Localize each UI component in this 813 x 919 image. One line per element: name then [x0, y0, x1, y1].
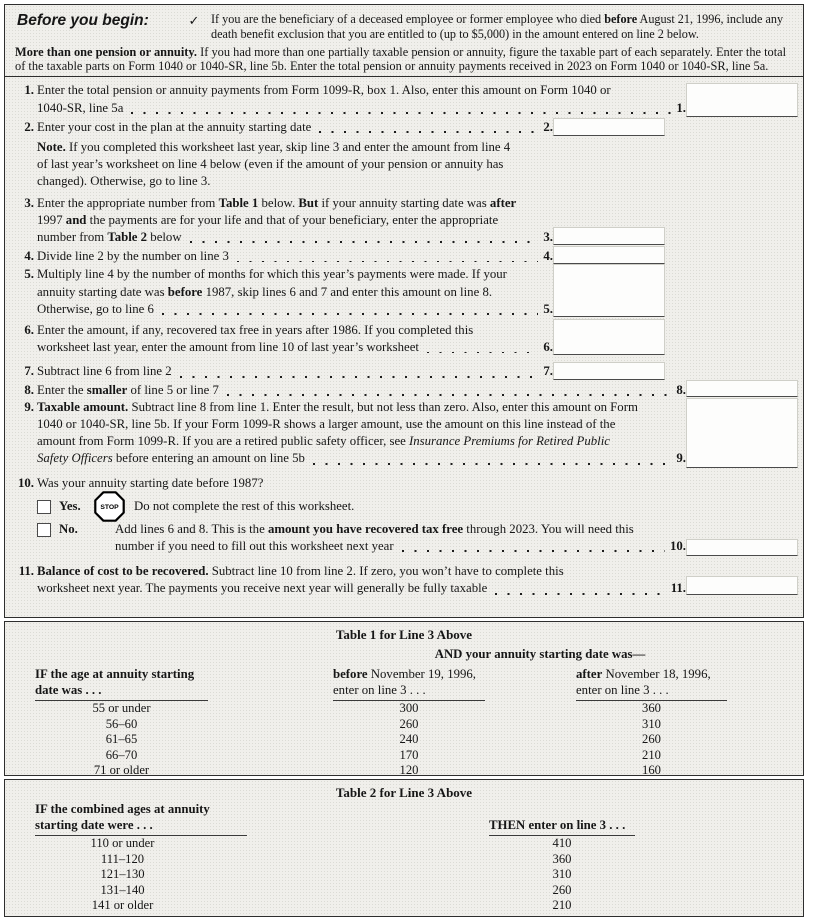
line-number: 4. — [24, 249, 34, 264]
line-8-amount-label: 8. — [676, 382, 686, 397]
table2-panel — [4, 779, 804, 917]
dot-leader — [190, 241, 539, 243]
worksheet-line-2 — [17, 119, 793, 136]
line-3-text: Enter the appropriate number from Table 1 below. But if your annuity starting date was after — [37, 195, 517, 210]
line-6-text: worksheet last year, enter the amount from line 10 of last year’s worksheet — [37, 340, 419, 355]
worksheet-line-1 — [17, 82, 793, 116]
no-label: No. — [59, 521, 78, 536]
worksheet-line-10 — [17, 475, 793, 556]
checkmark-icon: ✓ — [188, 13, 200, 28]
combined-ages-cell: 121–130 — [100, 867, 145, 882]
dot-leader — [427, 352, 538, 354]
line-number: 8. — [24, 382, 34, 397]
line-5-text: Otherwise, go to line 6 — [37, 301, 154, 316]
line-11-entry-field[interactable] — [686, 576, 798, 595]
table1-col2-header: before November 19, 1996, enter on line 3 . . . — [333, 667, 485, 701]
dot-leader — [237, 261, 538, 263]
before-value-cell: 240 — [399, 732, 419, 747]
line-10-text: number if you need to fill out this worksheet next year — [115, 539, 394, 554]
line-9-text: amount from Form 1099-R. If you are a retired public safety officer, see Insurance Premiums for Retired Public — [37, 434, 610, 449]
line-10-entry-field[interactable] — [686, 539, 798, 556]
combined-ages-cell: 110 or under — [90, 836, 155, 850]
line-7-text: Subtract line 6 from line 2 — [37, 364, 172, 379]
line3-value-cell: 210 — [552, 898, 572, 913]
line-11-text: Balance of cost to be recovered. Subtract line 10 from line 2. If zero, you won’t have to complete this — [37, 564, 564, 579]
table2-row — [5, 883, 803, 899]
line-5-entry-field[interactable] — [553, 264, 665, 317]
line3-value-cell: 410 — [552, 836, 572, 850]
before-you-begin-label: Before you begin: — [17, 12, 149, 29]
line-number: 1. — [24, 83, 34, 98]
yes-label: Yes. — [59, 499, 81, 514]
svg-text:STOP: STOP — [100, 504, 119, 512]
line-number: 9. — [24, 399, 34, 414]
dot-leader — [313, 463, 671, 465]
worksheet-line-9 — [17, 399, 793, 468]
stop-icon — [93, 490, 126, 523]
line-number: 7. — [24, 364, 34, 379]
after-value-cell: 210 — [642, 747, 661, 762]
table2-row — [5, 898, 803, 914]
line-6-entry-field[interactable] — [553, 319, 665, 355]
age-cell: 56–60 — [105, 716, 138, 731]
yes-instruction: Do not complete the rest of this worksheet. — [134, 499, 355, 514]
table1-row — [5, 763, 803, 779]
before-value-cell: 120 — [399, 763, 419, 778]
worksheet-line-5 — [17, 266, 793, 318]
line-2-amount-label: 2. — [543, 119, 553, 134]
dot-leader — [319, 131, 538, 133]
dot-leader — [402, 550, 665, 552]
table1-row — [5, 748, 803, 764]
table1-panel — [4, 621, 804, 776]
yes-checkbox[interactable] — [37, 500, 51, 514]
age-cell: 55 or under — [92, 701, 151, 715]
line3-value-cell: 260 — [552, 882, 572, 897]
table1-row — [5, 717, 803, 733]
line-9-entry-field[interactable] — [686, 398, 798, 468]
line-11-amount-label: 11. — [670, 581, 686, 596]
line-1-text: 1040-SR, line 5a — [37, 100, 124, 115]
table2-row — [5, 867, 803, 883]
combined-ages-cell: 141 or older — [91, 898, 154, 913]
table2-row — [5, 836, 803, 852]
line-7-entry-field[interactable] — [553, 362, 665, 380]
after-value-cell: 260 — [642, 732, 661, 747]
table1-headers — [5, 663, 803, 701]
line-7-amount-label: 7. — [543, 364, 553, 379]
dot-leader — [227, 394, 671, 396]
line-4-text: Divide line 2 by the number on line 3 — [37, 249, 229, 264]
section-divider — [5, 76, 803, 77]
line-4-entry-field[interactable] — [553, 246, 665, 264]
after-value-cell: 160 — [642, 763, 661, 778]
line-8-entry-field[interactable] — [686, 380, 798, 397]
line-3-text: 1997 and the payments are for your life and that of your beneficiary, enter the appropriate — [37, 212, 499, 227]
line-3-amount-label: 3. — [543, 230, 553, 245]
table1-title: Table 1 for Line 3 Above — [335, 627, 473, 642]
no-checkbox[interactable] — [37, 523, 51, 537]
line-number: 3. — [24, 195, 34, 210]
line-9-text: Safety Officers before entering an amount on line 5b — [37, 451, 305, 466]
age-cell: 66–70 — [105, 747, 138, 762]
line-number: 10. — [18, 475, 34, 490]
worksheet-line-4 — [17, 248, 793, 265]
worksheet-line-6 — [17, 322, 793, 356]
line-2-text: Enter your cost in the plan at the annuity starting date — [37, 119, 312, 134]
table1-col1-header: IF the age at annuity starting date was . . . — [35, 667, 208, 701]
line-1-text: Enter the total pension or annuity payments from Form 1099-R, box 1. Also, enter this amount on Form 1040 or — [37, 83, 611, 98]
before-you-begin-section — [5, 5, 803, 42]
age-cell: 61–65 — [105, 732, 138, 747]
line-10-no-row — [37, 521, 686, 555]
dot-leader — [131, 112, 671, 114]
line3-value-cell: 360 — [552, 851, 572, 866]
line-1-amount-label: 1. — [676, 100, 686, 115]
line-number: 5. — [24, 267, 34, 282]
line-3-entry-field[interactable] — [553, 227, 665, 245]
before-value-cell: 260 — [399, 716, 419, 731]
worksheet-line-11 — [17, 563, 793, 597]
table2-col1-header: IF the combined ages at annuity starting date were . . . — [35, 802, 247, 836]
line-number: 2. — [24, 119, 34, 134]
before-value-cell: 300 — [399, 701, 419, 715]
after-value-cell: 360 — [642, 701, 661, 715]
line-10-text: Add lines 6 and 8. This is the amount you have recovered tax free through 2023. You will need this — [115, 521, 634, 536]
dot-leader — [162, 313, 538, 315]
note-block — [37, 139, 803, 191]
line-6-text: Enter the amount, if any, recovered tax free in years after 1986. If you completed this — [37, 323, 474, 338]
line-10-yes-row — [37, 493, 793, 521]
before-value-cell: 170 — [399, 747, 419, 762]
line-5-amount-label: 5. — [543, 301, 553, 316]
table1-and-header: AND your annuity starting date was— — [434, 647, 646, 661]
line-10-amount-label: 10. — [670, 539, 686, 554]
line-number: 11. — [18, 564, 34, 579]
line-8-text: Enter the smaller of line 5 or line 7 — [37, 382, 219, 397]
line-10-question: Was your annuity starting date before 1987? — [37, 475, 264, 490]
line-2-entry-field[interactable] — [553, 118, 665, 136]
table2-row — [5, 852, 803, 868]
combined-ages-cell: 111–120 — [100, 851, 145, 866]
worksheet-line-7 — [17, 363, 793, 380]
line-number: 6. — [24, 323, 34, 338]
worksheet-line-8 — [17, 382, 793, 399]
before-you-begin-text: If you are the beneficiary of a deceased employee or former employee who died before August 21, 1996, include any death benefit exclusion that you are entitled to (up to $5,000) in the amount entered on line 2 below. — [211, 12, 784, 41]
line-3-text: number from Table 2 below — [37, 230, 182, 245]
combined-ages-cell: 131–140 — [100, 882, 145, 897]
line-1-entry-field[interactable] — [686, 83, 798, 117]
table1-col3-header: after November 18, 1996, enter on line 3 . . . — [576, 667, 727, 701]
line-6-amount-label: 6. — [543, 340, 553, 355]
table2-headers — [5, 803, 803, 836]
table1-row — [5, 701, 803, 717]
main-worksheet-panel — [4, 4, 804, 618]
line-9-amount-label: 9. — [676, 451, 686, 466]
table2-title: Table 2 for Line 3 Above — [335, 785, 473, 800]
line-11-text: worksheet next year. The payments you receive next year will generally be fully taxable — [37, 581, 488, 596]
line-4-amount-label: 4. — [543, 249, 553, 264]
line-5-text: Multiply line 4 by the number of months for which this year’s payments were made. If your — [37, 267, 507, 282]
worksheet-line-3 — [17, 195, 793, 247]
line-9-text: 1040 or 1040-SR, line 5b. If your Form 1099-R shows a larger amount, use the amount on this line instead of the — [37, 417, 616, 432]
line-9-text: Taxable amount. Subtract line 8 from line 1. Enter the result, but not less than zero. Also, enter this amount on Form — [37, 399, 638, 414]
note-text: of last year’s worksheet on line 4 below (even if the amount of your pension or annuity has — [37, 157, 504, 172]
line3-value-cell: 310 — [552, 867, 572, 882]
table1-row — [5, 732, 803, 748]
table2-col2-header: THEN enter on line 3 . . . — [489, 818, 635, 837]
note-text: changed). Otherwise, go to line 3. — [37, 174, 211, 189]
note-text: Note. If you completed this worksheet last year, skip line 3 and enter the amount from line 4 — [37, 140, 511, 155]
dot-leader — [180, 376, 539, 378]
after-value-cell: 310 — [642, 716, 661, 731]
line-5-text: annuity starting date was before 1987, skip lines 6 and 7 and enter this amount on line 8. — [37, 284, 493, 299]
age-cell: 71 or older — [93, 763, 150, 778]
more-than-one-pension-note: More than one pension or annuity. If you had more than one partially taxable pension or annuity, figure the taxable part of each separately. Enter the total of the taxable parts on Form 1040 or 1040-SR, line 5b. Enter the total pension or annuity payments received in 2023 on Form 1040 or 1040-SR, line 5a. — [15, 44, 787, 73]
dot-leader — [495, 593, 665, 595]
